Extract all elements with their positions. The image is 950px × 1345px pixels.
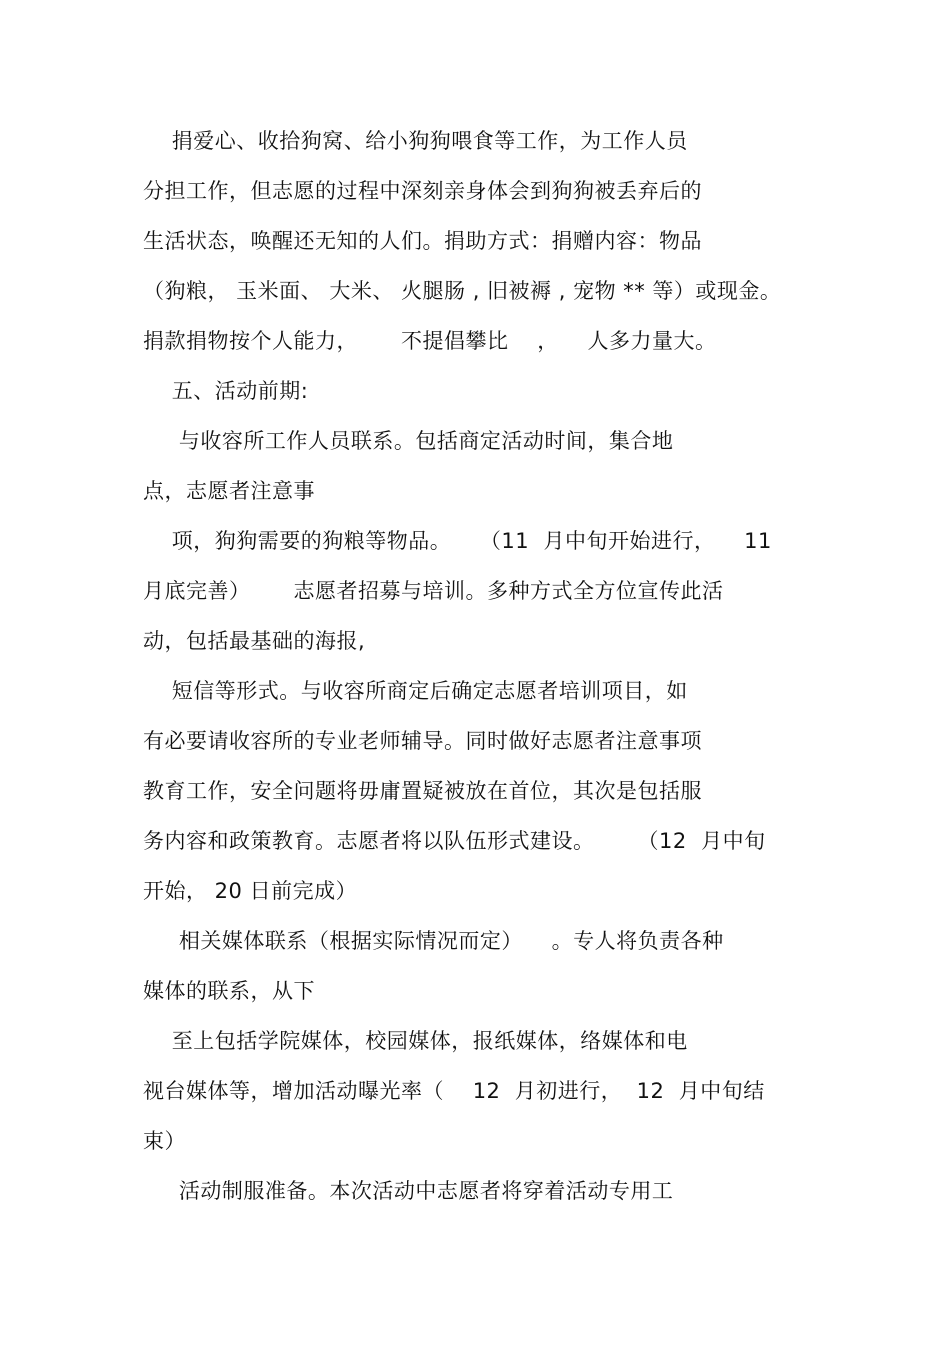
text-line: 项，狗狗需要的狗粮等物品。 （11 月中旬开始进行， 11: [143, 529, 772, 553]
text-line: 与收容所工作人员联系。包括商定活动时间，集合地: [143, 429, 674, 453]
text-line: 教育工作，安全问题将毋庸置疑被放在首位，其次是包括服: [143, 779, 702, 803]
text-line: 生活状态，唤醒还无知的人们。捐助方式：捐赠内容：物品: [143, 229, 702, 253]
text-line: 捐款捐物按个人能力， 不提倡攀比 ， 人多力量大。: [143, 329, 717, 353]
text-line: 有必要请收容所的专业老师辅导。同时做好志愿者注意事项: [143, 729, 702, 753]
text-line: 月底完善） 志愿者招募与培训。多种方式全方位宣传此活: [143, 579, 724, 603]
text-line: 捐爱心、收拾狗窝、给小狗狗喂食等工作，为工作人员: [143, 129, 688, 153]
text-line: 视台媒体等，增加活动曝光率（ 12 月初进行， 12 月中旬结: [143, 1079, 765, 1103]
text-line: 活动制服准备。本次活动中志愿者将穿着活动专用工: [143, 1179, 674, 1203]
section-heading: 五、活动前期:: [143, 379, 309, 403]
text-line: 动，包括最基础的海报,: [143, 629, 366, 653]
text-line: 相关媒体联系（根据实际情况而定） 。专人将负责各种: [143, 929, 724, 953]
text-line: 束）: [143, 1129, 186, 1153]
text-line: 务内容和政策教育。志愿者将以队伍形式建设。 （12 月中旬: [143, 829, 766, 853]
text-line: 点，志愿者注意事: [143, 479, 315, 503]
text-line: 短信等形式。与收容所商定后确定志愿者培训项目，如: [143, 679, 688, 703]
text-line: 开始， 20 日前完成）: [143, 879, 358, 903]
text-line: 媒体的联系，从下: [143, 979, 315, 1003]
text-line: 分担工作，但志愿的过程中深刻亲身体会到狗狗被丢弃后的: [143, 179, 702, 203]
text-line: （狗粮， 玉米面、 大米、 火腿肠 , 旧被褥 , 宠物 ** 等）或现金。: [143, 279, 782, 303]
text-line: 至上包括学院媒体，校园媒体，报纸媒体，络媒体和电: [143, 1029, 688, 1053]
